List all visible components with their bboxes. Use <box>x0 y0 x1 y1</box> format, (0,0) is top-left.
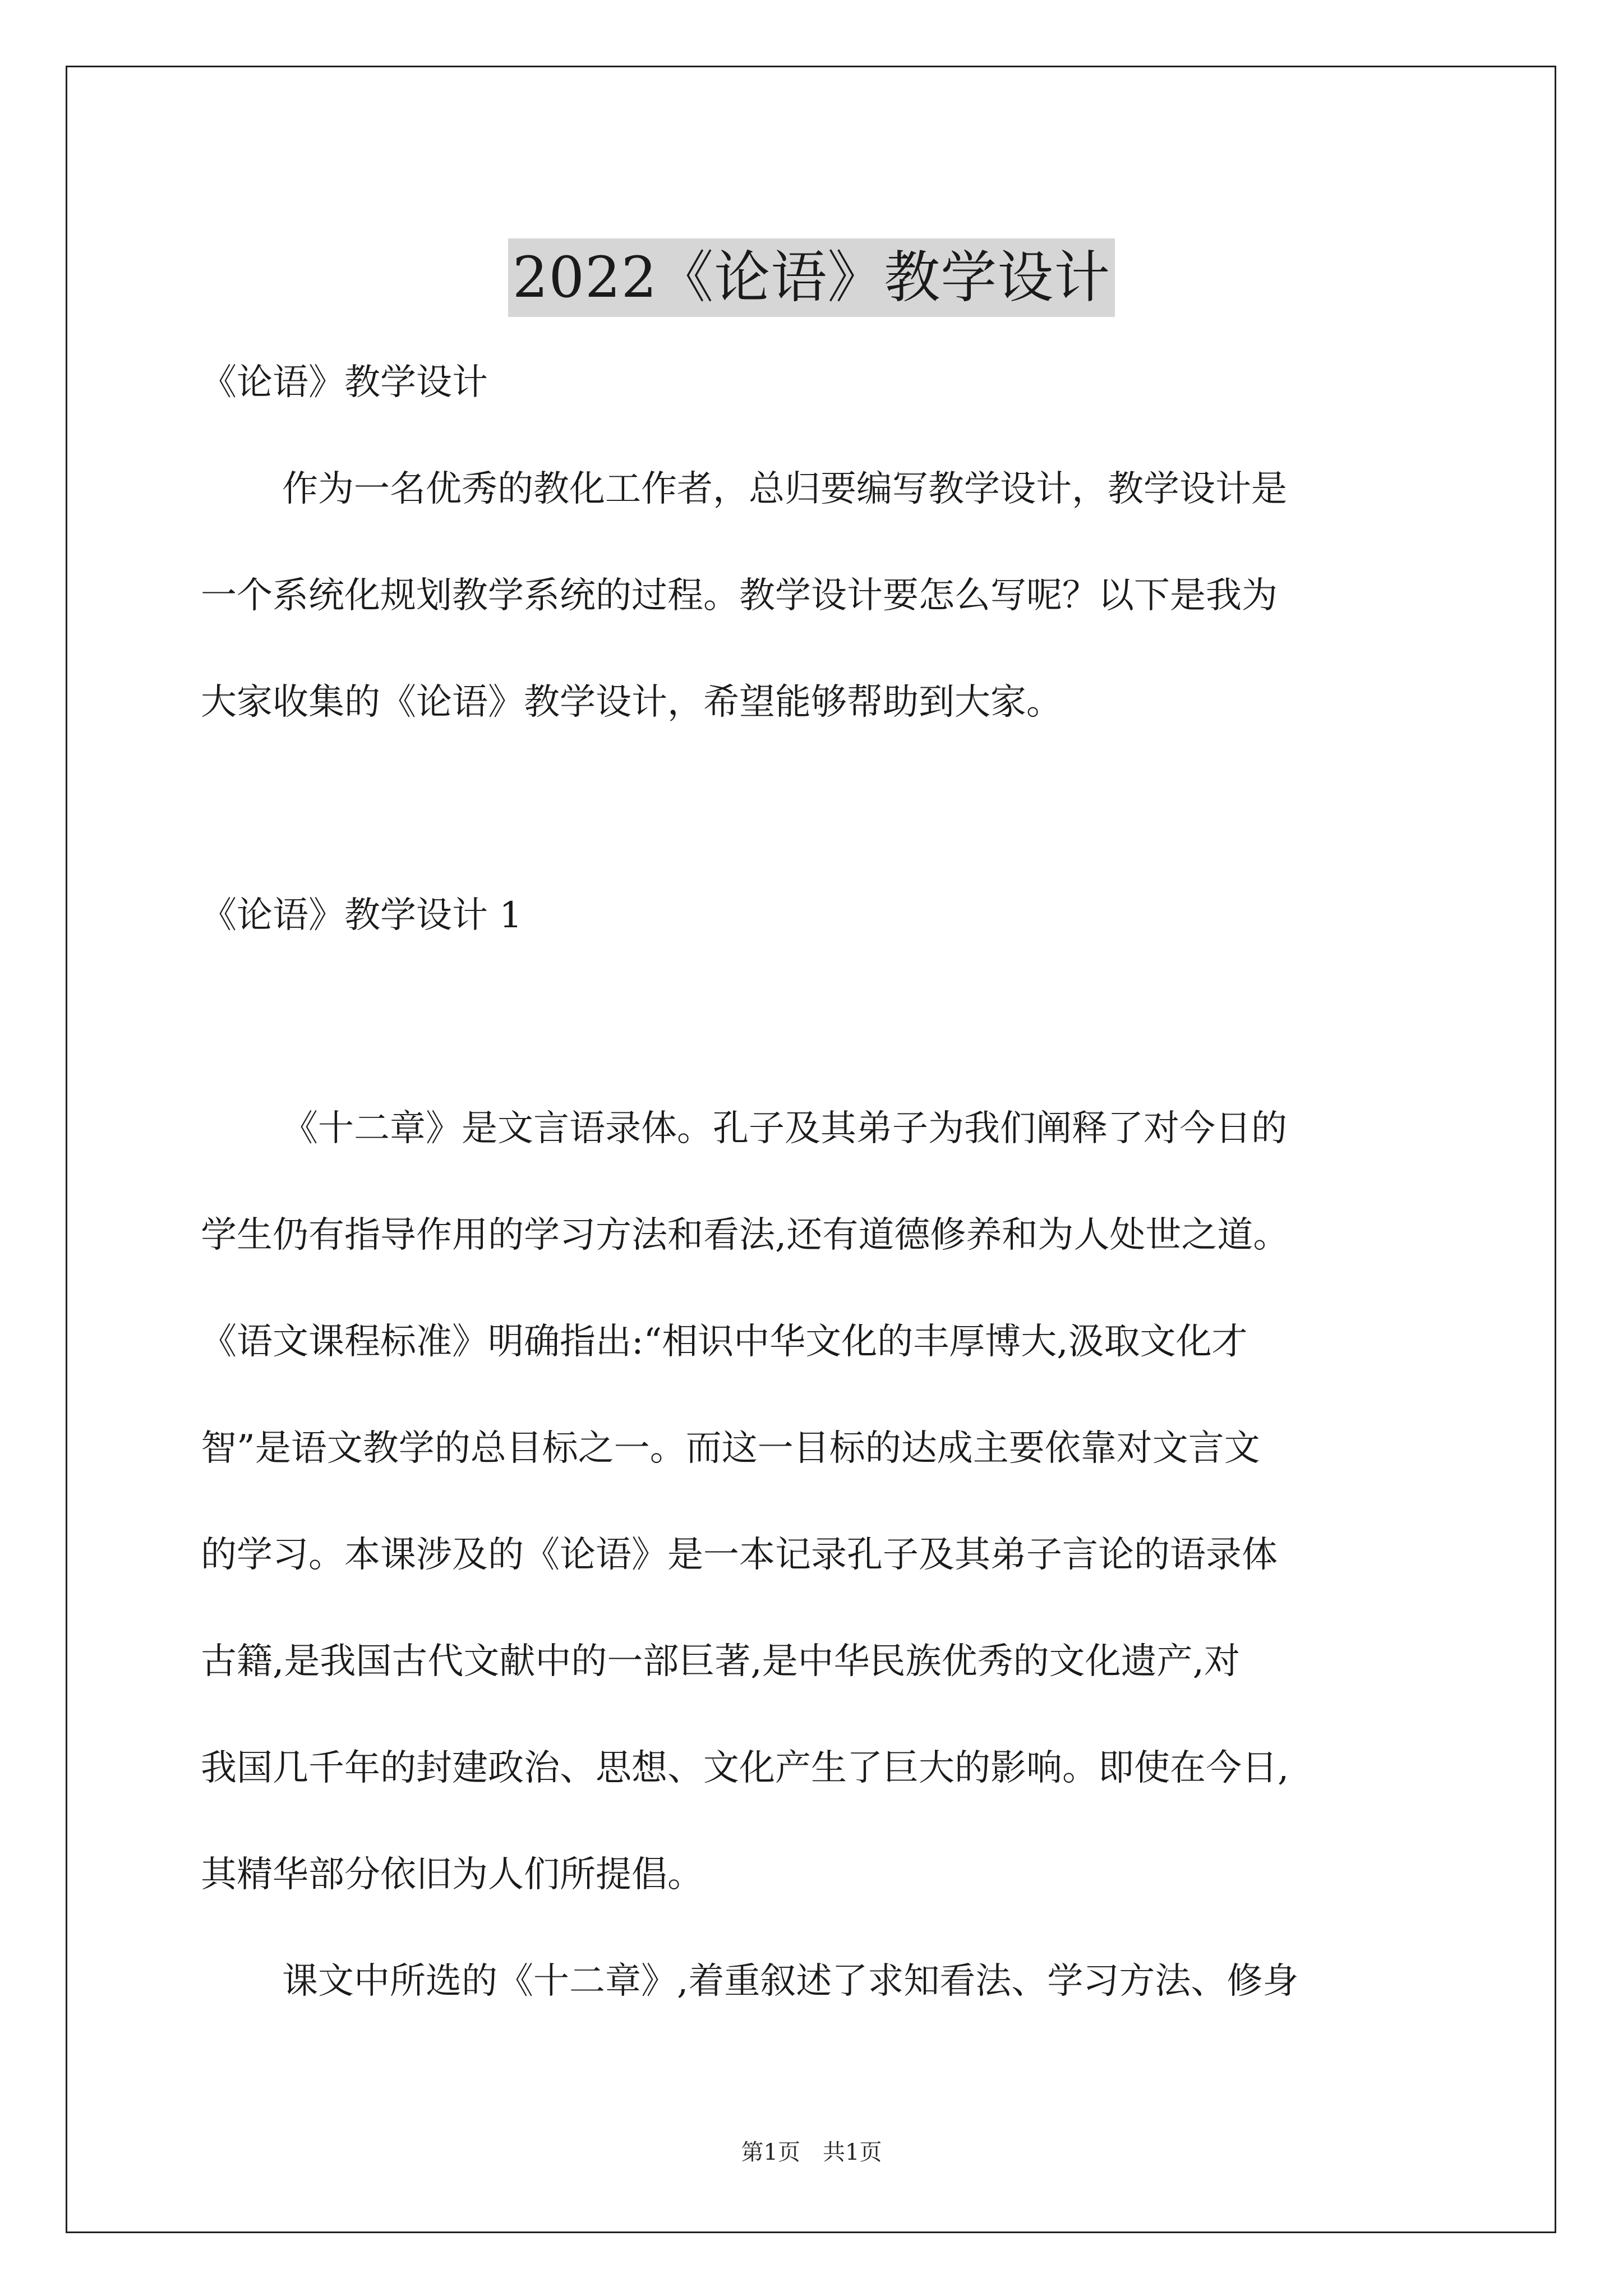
title-container <box>0 201 1623 355</box>
subtitle: 《论语》教学设计 <box>201 362 488 403</box>
intro-line-3: 大家收集的《论语》教学设计，希望能够帮助到大家。 <box>201 682 1062 723</box>
page-footer: 第1页 共1页 <box>741 2139 882 2165</box>
intro-line-1: 作为一名优秀的教化工作者，总归要编写教学设计，教学设计是 <box>282 468 1287 510</box>
paragraph1-line-5: 的学习。本课涉及的《论语》是一本记录孔子及其弟子言论的语录体 <box>201 1534 1278 1576</box>
paragraph1-line-1: 《十二章》是文言语录体。孔子及其弟子为我们阐释了对今日的 <box>282 1108 1287 1149</box>
paragraph1-line-3: 《语文课程标准》明确指出:“相识中华文化的丰厚博大,汲取文化才 <box>201 1321 1248 1363</box>
paragraph1-line-4: 智”是语文教学的总目标之一。而这一目标的达成主要依靠对文言文 <box>201 1428 1260 1469</box>
paragraph2-line-1: 课文中所选的《十二章》,着重叙述了求知看法、学习方法、修身 <box>282 1961 1299 2002</box>
document-title: 2022《论语》教学设计 <box>508 238 1115 317</box>
paragraph1-line-6: 古籍,是我国古代文献中的一部巨著,是中华民族优秀的文化遗产,对 <box>201 1641 1241 1682</box>
paragraph1-line-2: 学生仍有指导作用的学习方法和看法,还有道德修养和为人处世之道。 <box>201 1214 1289 1256</box>
section-heading: 《论语》教学设计 1 <box>201 895 523 936</box>
paragraph1-line-8: 其精华部分依旧为人们所提倡。 <box>201 1854 703 1895</box>
intro-line-2: 一个系统化规划教学系统的过程。教学设计要怎么写呢？以下是我为 <box>201 575 1278 616</box>
paragraph1-line-7: 我国几千年的封建政治、思想、文化产生了巨大的影响。即使在今日, <box>201 1747 1289 1789</box>
